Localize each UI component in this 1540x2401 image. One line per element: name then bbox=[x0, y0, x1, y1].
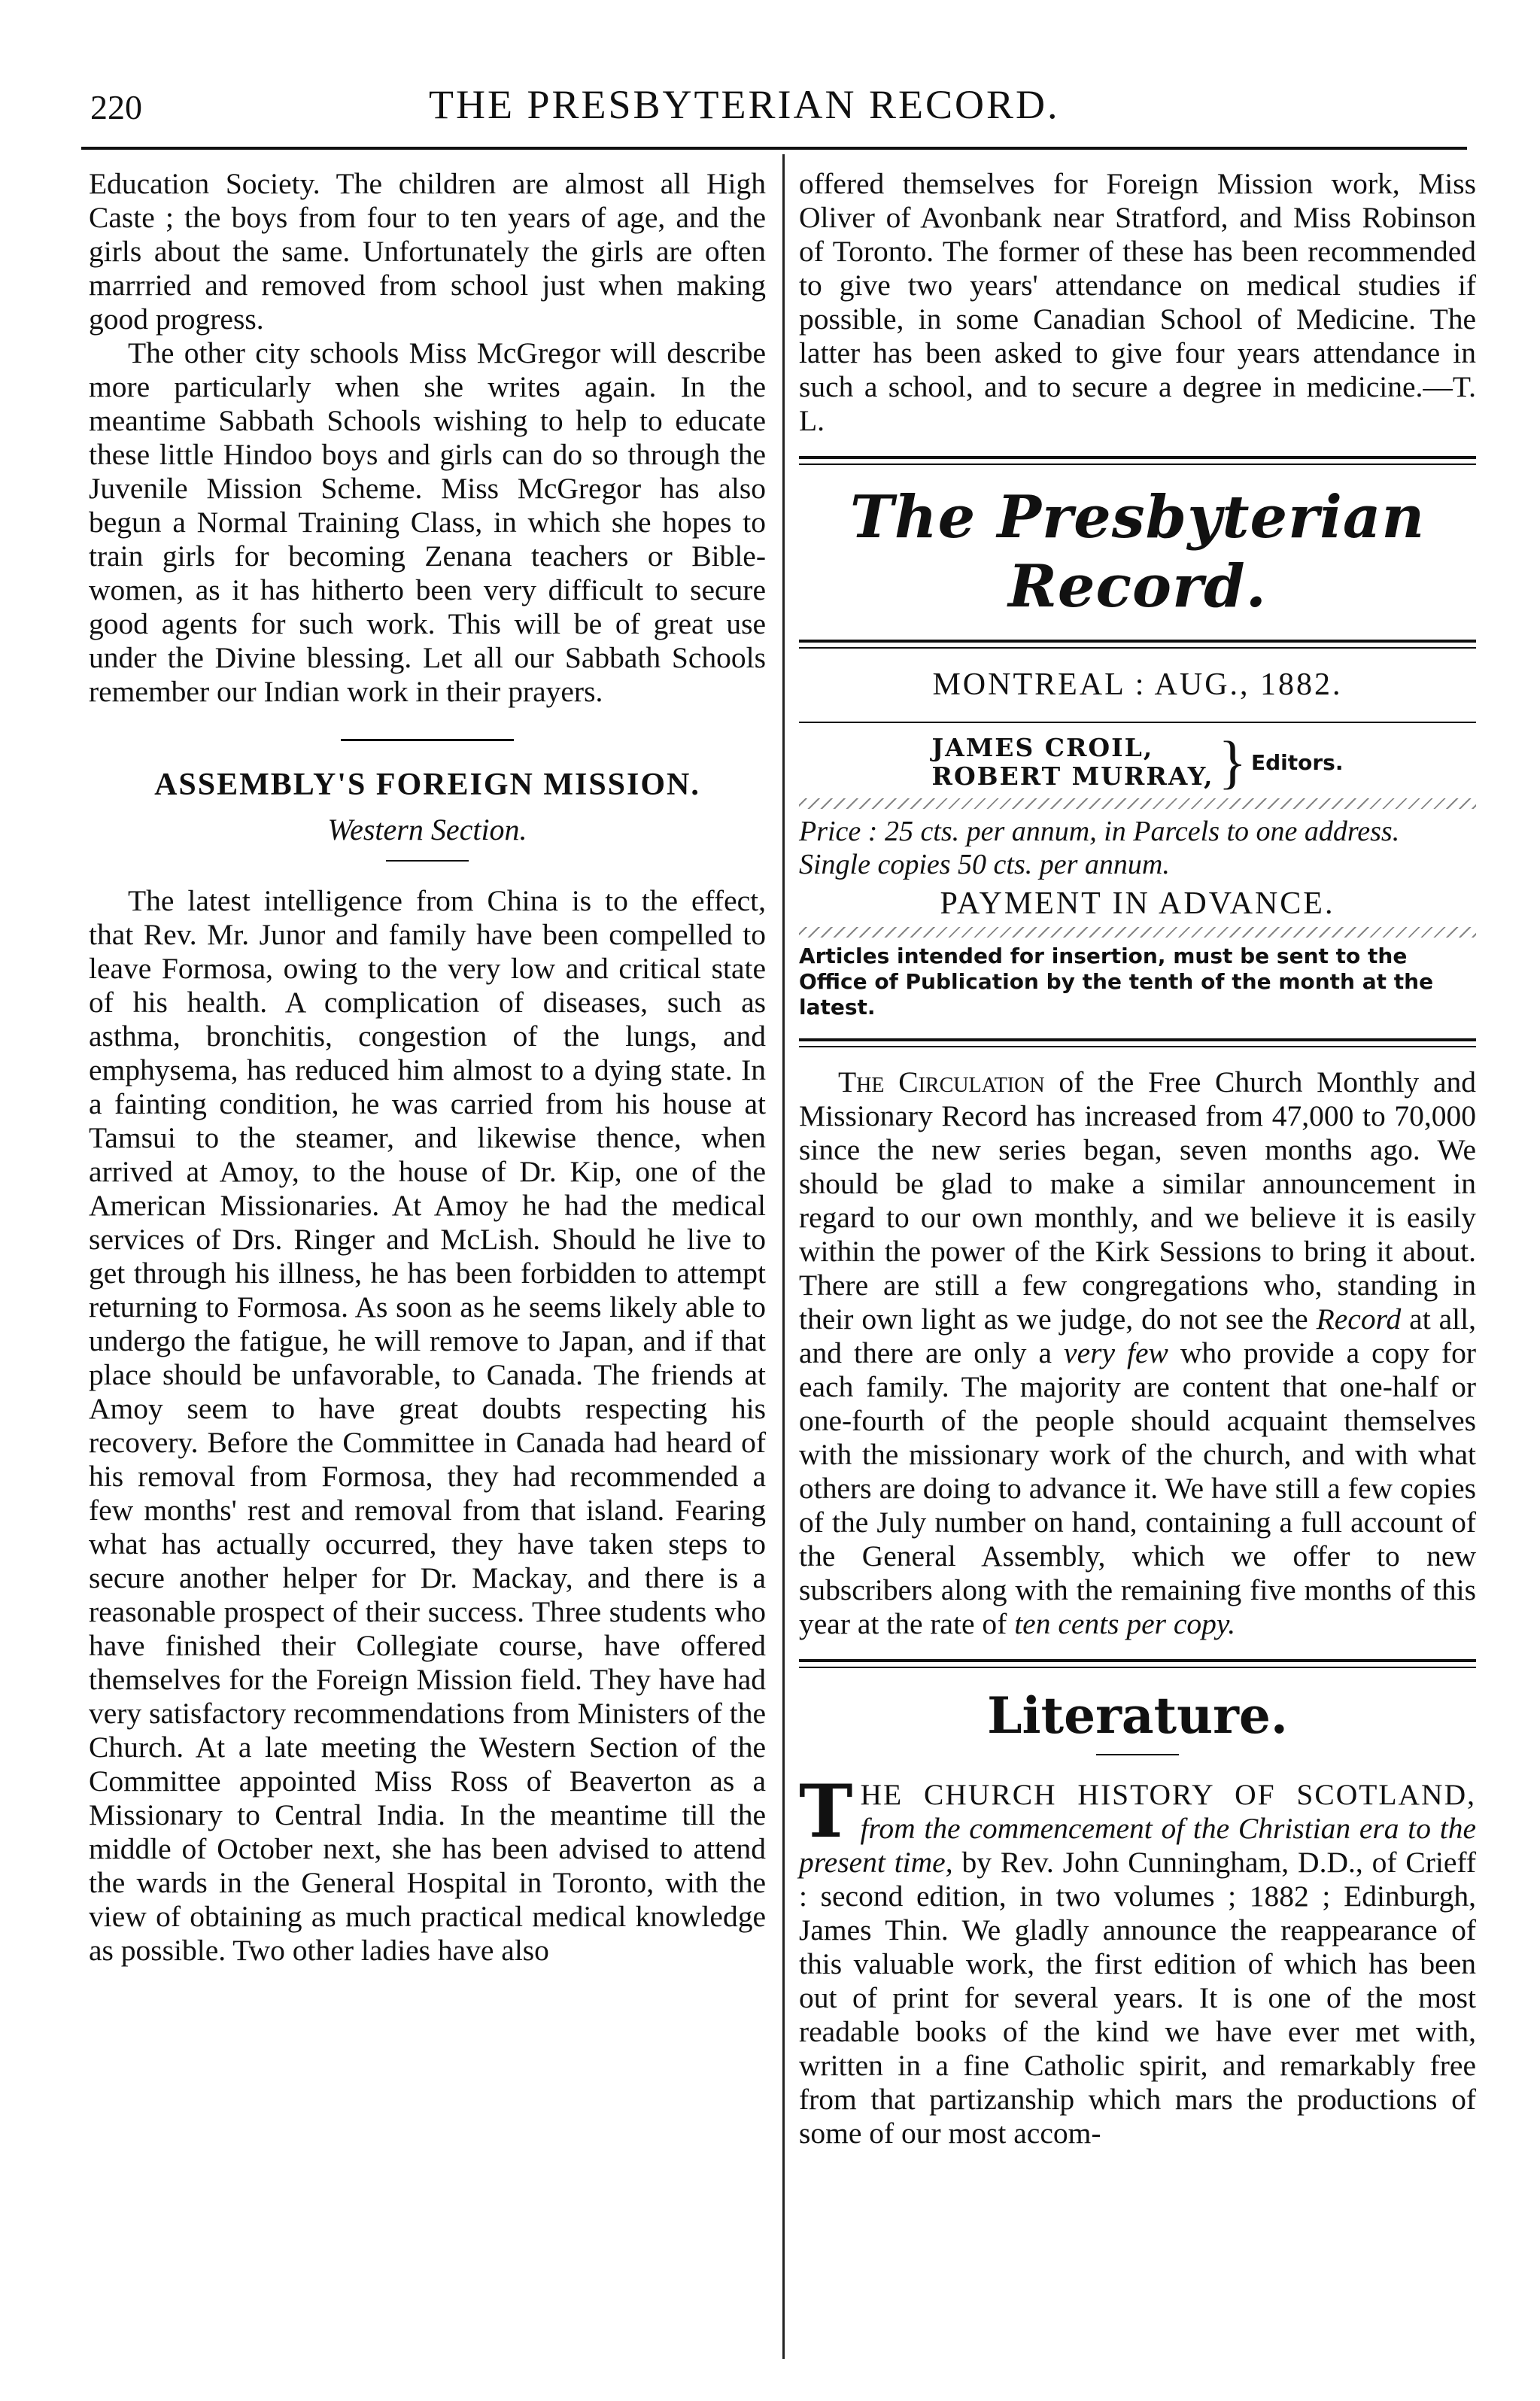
editors-label: Editors. bbox=[1250, 749, 1344, 775]
left-column bbox=[89, 167, 766, 1968]
text-run: of the Free Church Monthly and Missionary Record has increased from 47,000 to 70,000 since the new series began, seven months ago. We should be glad to make a similar announcement in regard to our own monthly, and we believe it is easily within the power of the Kirk Sessions to bring it about. There are still a few congregations who, standing in their own light as we judge, do not see the bbox=[799, 1065, 1476, 1336]
divider bbox=[386, 860, 469, 862]
drop-cap: T bbox=[799, 1769, 853, 1854]
book-title: HE CHURCH HISTORY OF SCOTLAND, bbox=[860, 1778, 1476, 1811]
brace-icon: } bbox=[1218, 729, 1247, 795]
running-title: THE PRESBYTERIAN RECORD. bbox=[429, 82, 1060, 127]
paragraph: offered themselves for Foreign Mission work, Miss Oliver of Avonbank near Stratford, and Miss Robinson of Toronto. The former of these has been recommended to give two years' attendance on medical studies if possible, in some Canadian School of Medicine. The latter has been asked to give four years attendance in such a school, and to secure a degree in medicine.—T. L. bbox=[799, 167, 1476, 437]
page-header bbox=[75, 81, 1467, 134]
review-text: by Rev. John Cunningham, D.D., of Crieff : second edition, in two volumes ; 1882 ; Edinburgh, James Thin. We gladly announce the reappearance of this valuable work, the first edition of which has been out of print for several years. It is one of the most readable books of the kind we have ever met with, written in a fine Catholic spirit, and remarkably free from that partizanship which mars the productions of some of our most accom- bbox=[799, 1846, 1476, 2150]
payment-notice: PAYMENT IN ADVANCE. bbox=[940, 886, 1335, 921]
literature-heading: Literature. bbox=[987, 1686, 1288, 1745]
divider bbox=[341, 739, 514, 741]
divider bbox=[799, 1038, 1476, 1047]
lead-in: The Circulation bbox=[838, 1065, 1045, 1099]
wavy-rule bbox=[799, 927, 1476, 938]
column-divider bbox=[782, 154, 785, 2359]
editors-block bbox=[799, 729, 1476, 795]
emphasis: Record bbox=[1316, 1302, 1402, 1336]
divider bbox=[1096, 1754, 1179, 1755]
divider bbox=[799, 722, 1476, 723]
book-subtitle: from the commencement of the Christian era to the present time, bbox=[799, 1812, 1476, 1879]
text-run: at all, and there are only a bbox=[799, 1302, 1477, 1369]
section-subtitle: Western Section. bbox=[327, 813, 527, 846]
divider bbox=[799, 456, 1476, 465]
price-notice: Price : 25 cts. per annum, in Parcels to one address. Single copies 50 cts. per annum. bbox=[799, 816, 1400, 880]
right-column bbox=[799, 167, 1476, 2150]
paragraph: The latest intelligence from China is to the effect, that Rev. Mr. Junor and family have been compelled to leave Formosa, owing to the very low and critical state of his health. A complication of diseases, such as asthma, bronchitis, congestion of the lungs, and emphysema, has reduced him almost to a dying state. In a fainting condition, he was carried from his house at Tamsui to the steamer, and likewise thence, when arrived at Amoy, to the house of Dr. Kip, one of the American Missionaries. At Amoy he had the medical services of Drs. Ringer and McLish. Should he live to get through his illness, he has been forbidden to attempt returning to Formosa. As soon as he seems likely able to undergo the fatigue, he will remove to Japan, and if that place should be unfavorable, to Canada. The friends at Amoy seem to have great doubts respecting his recovery. Before the Committee in Canada had heard of his removal from Formosa, they had recommended a few months' rest and removal from that island. Fearing what has actually occurred, they have taken steps to secure another helper for Dr. Mackay, and there is a reasonable prospect of their success. Three students who have finished their Collegiate course, have offered themselves for the Foreign Mission field. They have had very satisfactory recommendations from Ministers of the Church. At a late meeting the Western Section of the Committee appointed Miss Ross of Beaverton as a Missionary to Central India. In the meantime till the middle of October next, she has been advised to attend the wards in the General Hospital in Toronto, with the view of obtaining as much practical medical knowledge as possible. Two other ladies have also bbox=[89, 884, 766, 1967]
paragraph: The other city schools Miss McGregor will describe more particularly when she writes again. In the meantime Sabbath Schools wishing to help to educate these little Hindoo boys and girls can do so through the Juvenile Mission Scheme. Miss McGregor has also begun a Normal Training Class, in which she hopes to train girls for becoming Zenana teachers or Bible-women, as it has hitherto been very difficult to secure good agents for such work. This will be of great use under the Divine blessing. Let all our Sabbath Schools remember our Indian work in their prayers. bbox=[89, 336, 766, 708]
emphasis: very few bbox=[1064, 1336, 1168, 1369]
wavy-rule bbox=[799, 798, 1476, 809]
editor-name: JAMES CROIL, bbox=[931, 733, 1154, 762]
divider bbox=[799, 640, 1476, 649]
divider bbox=[799, 1659, 1476, 1668]
section-title: ASSEMBLY'S FOREIGN MISSION. bbox=[154, 767, 700, 802]
book-review bbox=[799, 1769, 1476, 2150]
editor-names bbox=[932, 734, 1214, 791]
editor-name: ROBERT MURRAY, bbox=[931, 761, 1214, 791]
header-rule bbox=[81, 147, 1467, 150]
paragraph: Education Society. The children are almost all High Caste ; the boys from four to ten years of age, and the girls about the same. Unfortunately the girls are often marrried and removed from school just when making good progress. bbox=[89, 167, 766, 336]
page-number: 220 bbox=[90, 88, 142, 126]
masthead: The Presbyterian Record. bbox=[849, 483, 1426, 621]
circulation-paragraph bbox=[799, 1065, 1476, 1641]
emphasis: ten cents per copy. bbox=[1014, 1607, 1236, 1640]
text-run: who provide a copy for each family. The majority are content that one-half or one-fourth of the people should acquaint themselves with the missionary work of the church, and with what others are doing to advance it. We have still a few copies of the July number on hand, containing a full account of the General Assembly, which we offer to new subscribers along with the remaining five months of this year at the rate of bbox=[799, 1336, 1477, 1640]
dateline: MONTREAL : AUG., 1882. bbox=[932, 667, 1343, 702]
submission-notice: Articles intended for insertion, must be sent to the Office of Publication by the tenth of the month at the latest. bbox=[799, 944, 1434, 1020]
